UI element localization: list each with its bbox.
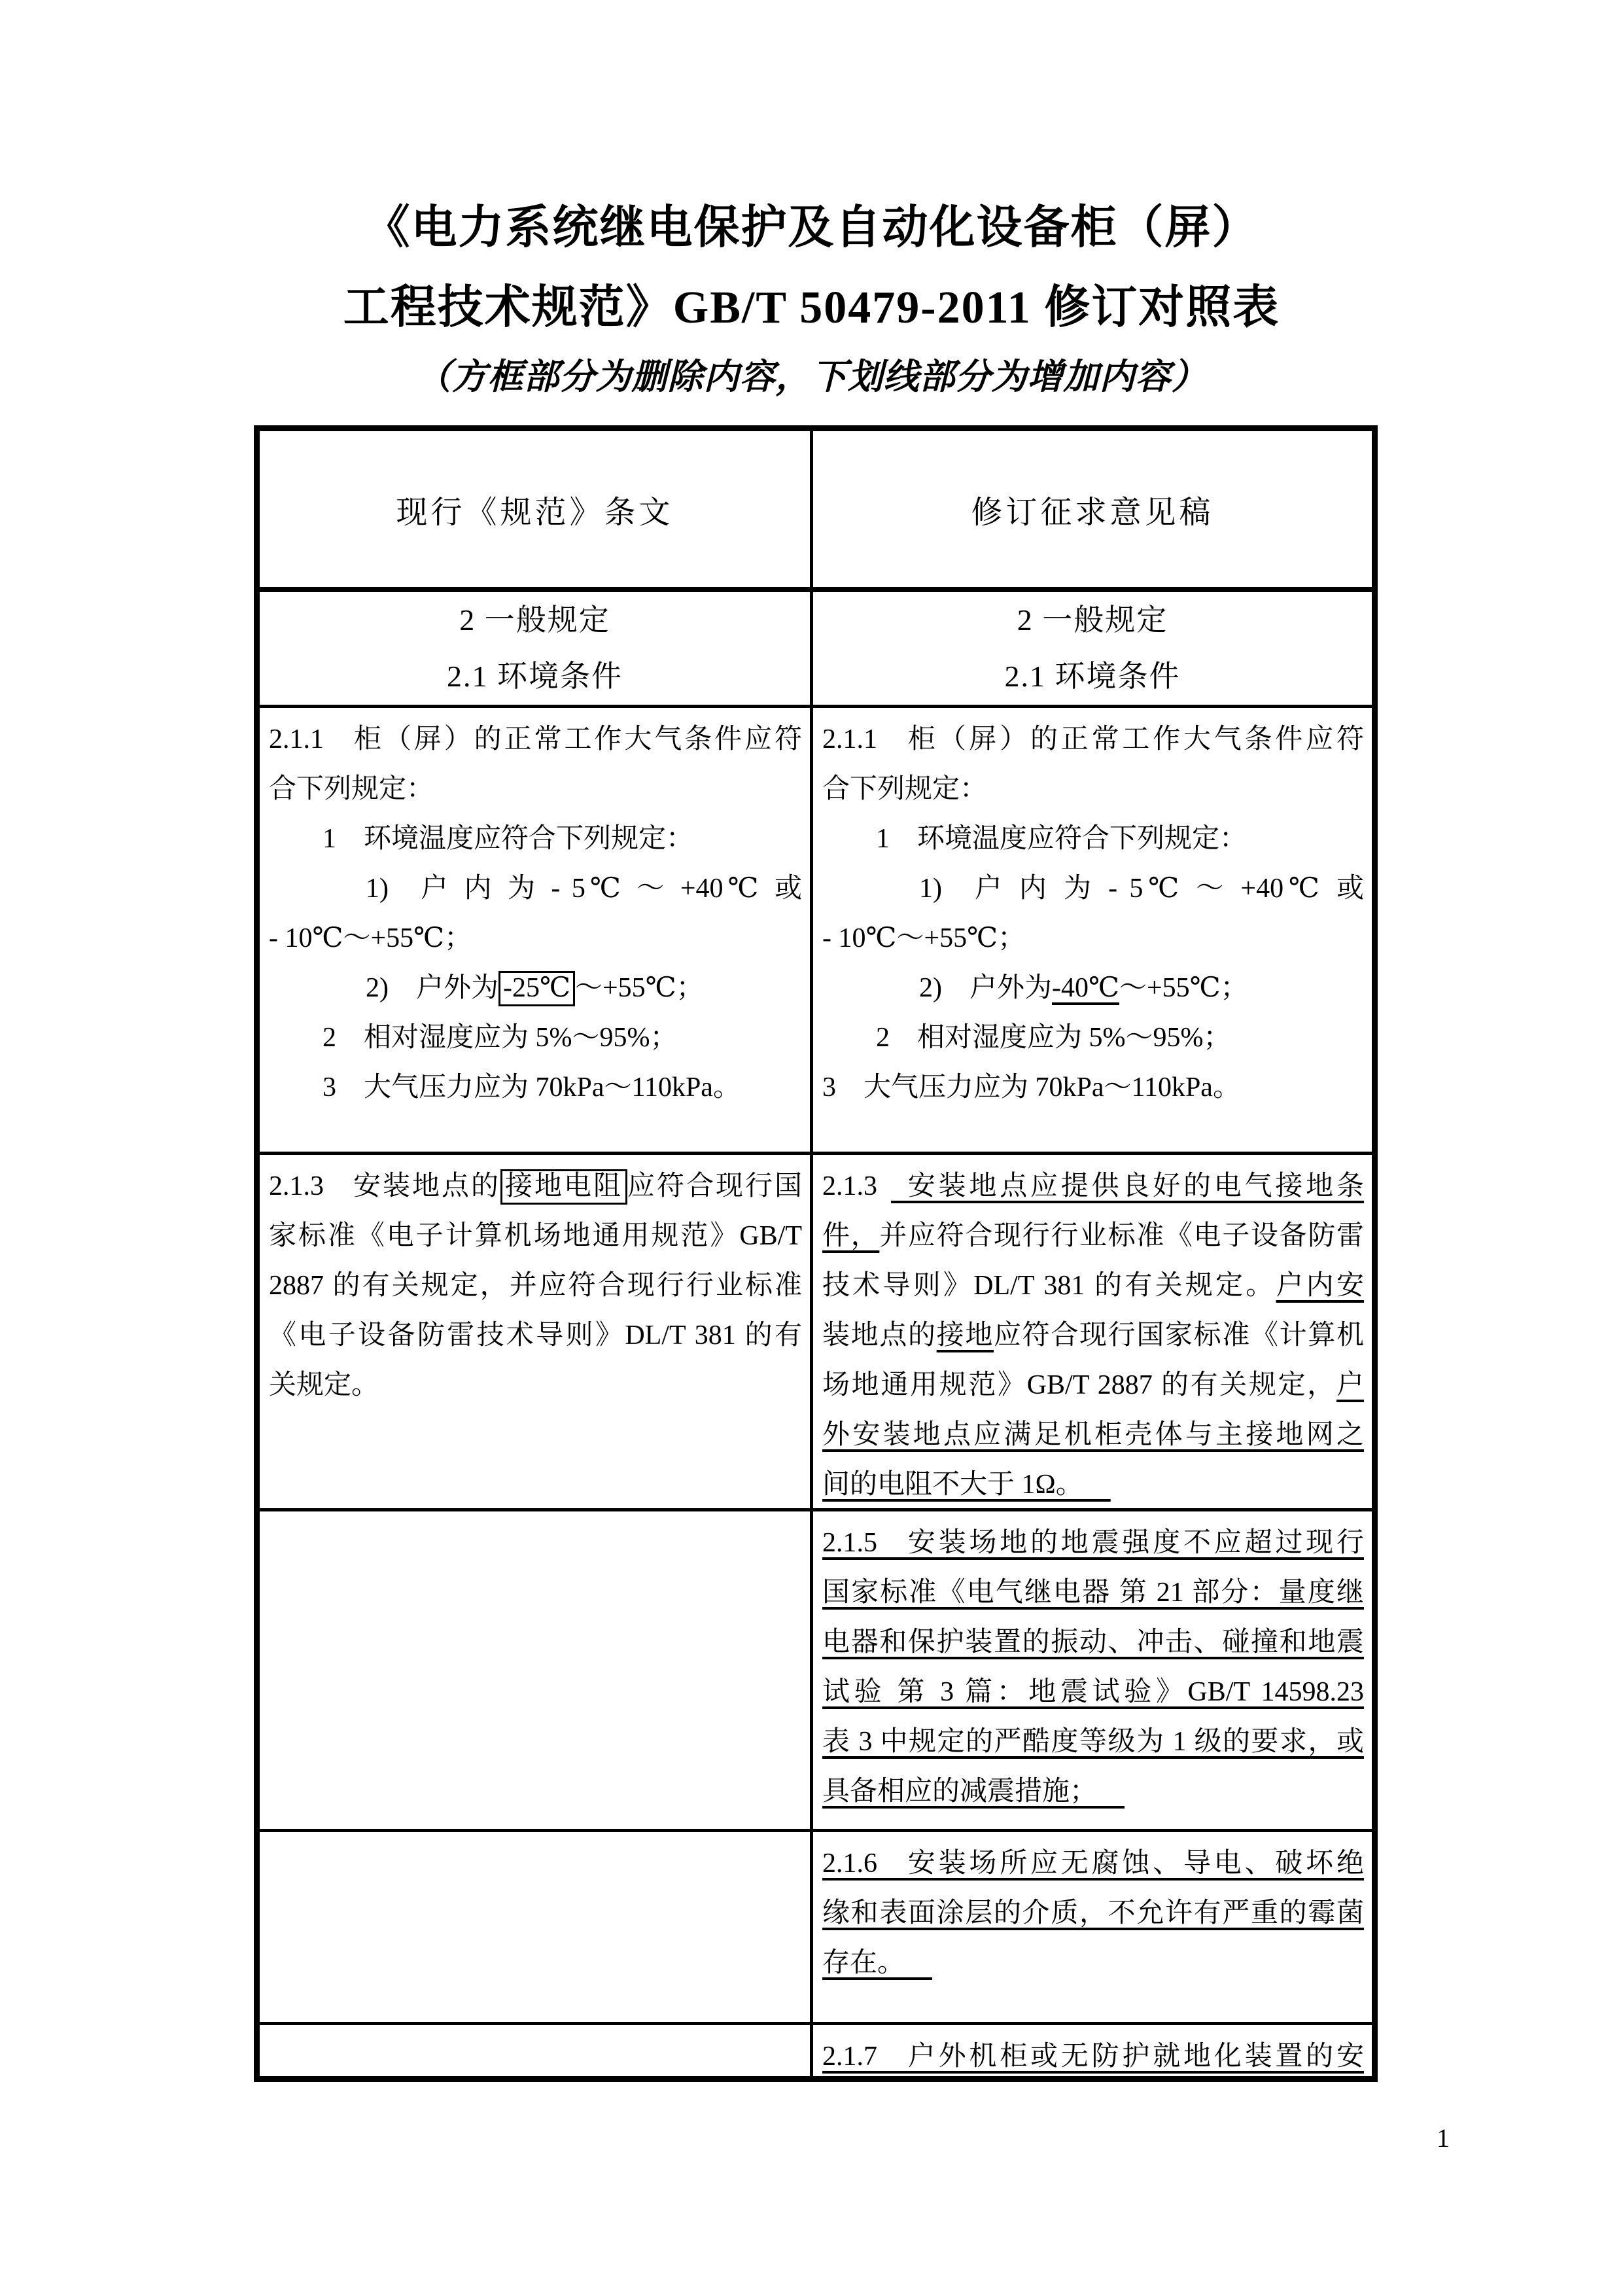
- text-line: [822, 1311, 1364, 1360]
- text-run: 场地通用规范》GB/T 2887 的有关规定，: [822, 1370, 1336, 1400]
- text-run: 2) 户外为: [366, 973, 498, 1003]
- text-line: [822, 1211, 1364, 1261]
- cell-2-1-7-left: [260, 2025, 813, 2076]
- added-text-underline: 表 3 中规定的严酷度等级为 1 级的要求，或: [822, 1727, 1364, 1757]
- added-text-underline: 国家标准《电气继电器 第 21 部分：量度继: [822, 1578, 1364, 1608]
- text-run: ～+55℃；: [1119, 973, 1248, 1003]
- text-line: [822, 1667, 1364, 1717]
- text-line: [822, 1460, 1364, 1510]
- text-line: [269, 814, 802, 864]
- deleted-text-box: -25℃: [498, 971, 575, 1006]
- title-line-1: 《电力系统继电保护及自动化设备柜（屏）: [364, 203, 1259, 253]
- text-line: [822, 764, 1364, 814]
- text-line: [822, 1617, 1364, 1667]
- added-text-underline: 电器和保护装置的振动、冲击、碰撞和地震: [822, 1627, 1364, 1657]
- added-text-underline: 2.1.5 安装场地的地震强度不应超过现行: [822, 1528, 1364, 1558]
- text-run: 2) 户外为: [919, 973, 1052, 1003]
- added-text-underline: 件，: [822, 1221, 880, 1251]
- column-header-current: [260, 431, 813, 592]
- text-run: 技术导则》DL/T 381 的有关规定。: [822, 1271, 1276, 1301]
- text-run: - 10℃～+55℃；: [269, 923, 472, 953]
- added-text-underline: -40℃: [1052, 973, 1119, 1003]
- cell-2-1-3-left: [260, 1155, 813, 1511]
- text-run: 2.1.1 柜（屏）的正常工作大气条件应符: [822, 724, 1364, 754]
- added-text-underline: 具备相应的减震措施；: [822, 1776, 1125, 1807]
- text-run: 《电子设备防雷技术导则》DL/T 381 的有: [269, 1320, 802, 1351]
- text-line: [822, 1063, 1364, 1112]
- section-header-left-line-1: 2 一般规定: [459, 603, 610, 637]
- text-run: - 10℃～+55℃；: [822, 923, 1026, 953]
- section-header-right: [813, 592, 1372, 708]
- cell-2-1-6-right: [813, 1832, 1372, 2025]
- text-run: 2.1.3 安装地点的: [269, 1171, 500, 1201]
- page-number: 1: [1437, 2123, 1450, 2153]
- text-line: [822, 864, 1364, 913]
- text-run: 合下列规定：: [269, 774, 434, 804]
- text-run: 2.1.1 柜（屏）的正常工作大气条件应符: [269, 724, 802, 754]
- text-line: [822, 1839, 1364, 1888]
- cell-2-1-1-left: [260, 708, 813, 1155]
- text-line: [822, 963, 1364, 1013]
- column-header-revised: [813, 431, 1372, 592]
- text-run: 1 环境温度应符合下列规定：: [323, 824, 694, 854]
- text-line: [822, 814, 1364, 864]
- text-line: [822, 1161, 1364, 1211]
- cell-2-1-5-left: [260, 1511, 813, 1832]
- text-line: [822, 1013, 1364, 1063]
- text-line: [822, 913, 1364, 963]
- text-run: 合下列规定：: [822, 774, 988, 804]
- text-line: [269, 715, 802, 764]
- text-run: 1 环境温度应符合下列规定：: [876, 824, 1248, 854]
- section-header-right-line-2: 2.1 环境条件: [1004, 660, 1181, 693]
- added-text-underline: 缘和表面涂层的介质，不允许有严重的霉菌: [822, 1898, 1364, 1928]
- section-header-left-line-2: 2.1 环境条件: [447, 660, 623, 693]
- text-line: [269, 1161, 802, 1211]
- added-text-underline: 外安装地点应满足机柜壳体与主接地网之: [822, 1420, 1364, 1450]
- text-run: 关规定。: [269, 1370, 379, 1400]
- text-run: 并应符合现行行业标准《电子设备防雷: [879, 1221, 1364, 1251]
- added-text-underline: 2.1.7 户外机柜或无防护就地化装置的安: [822, 2041, 1364, 2072]
- section-header-right-line-1: 2 一般规定: [1017, 603, 1168, 637]
- text-line: [822, 1261, 1364, 1311]
- text-run: 2.1.3: [822, 1171, 891, 1201]
- added-text-underline: 试验 第 3 篇：地震试验》GB/T 14598.23: [822, 1677, 1364, 1707]
- text-line: [269, 963, 802, 1013]
- text-run: 应符合现行国家标准《计算机: [994, 1320, 1364, 1351]
- cell-2-1-5-right: [813, 1511, 1372, 1832]
- text-line: [269, 1063, 802, 1112]
- added-text-underline: 安装地点应提供良好的电气接地条: [891, 1171, 1364, 1201]
- text-run: 装地点的: [822, 1320, 937, 1351]
- added-text-underline: 2.1.6 安装场所应无腐蚀、导电、破坏绝: [822, 1848, 1364, 1879]
- text-line: [822, 1938, 1364, 1988]
- text-run: 1) 户 内 为 - 5℃ ～ +40℃ 或: [919, 874, 1364, 904]
- text-line: [822, 1568, 1364, 1617]
- text-line: [822, 1767, 1364, 1816]
- text-line: [269, 913, 802, 963]
- text-run: 1) 户 内 为 - 5℃ ～ +40℃ 或: [366, 874, 802, 904]
- text-line: [269, 1211, 802, 1261]
- text-run: 家标准《电子计算机场地通用规范》GB/T: [269, 1221, 802, 1251]
- text-run: 3 大气压力应为 70kPa～110kPa。: [323, 1072, 741, 1103]
- added-text-underline: 接地: [936, 1320, 994, 1351]
- cell-2-1-7-right: [813, 2025, 1372, 2076]
- text-run: 应符合现行国: [627, 1171, 802, 1201]
- text-run: 2887 的有关规定，并应符合现行行业标准: [269, 1271, 802, 1301]
- text-line: [822, 715, 1364, 764]
- text-run: ～+55℃；: [574, 973, 704, 1003]
- section-header-left: [260, 592, 813, 708]
- cell-2-1-1-right: [813, 708, 1372, 1155]
- text-line: [822, 2032, 1364, 2076]
- document-title: [0, 188, 1623, 348]
- text-line: [822, 1360, 1364, 1410]
- text-line: [269, 1013, 802, 1063]
- column-header-current-label: 现行《规范》条文: [396, 495, 674, 530]
- document-subtitle-legend: （方框部分为删除内容，下划线部分为增加内容）: [415, 357, 1208, 397]
- column-header-revised-label: 修订征求意见稿: [971, 495, 1214, 530]
- cell-2-1-3-right: [813, 1155, 1372, 1511]
- text-line: [269, 1360, 802, 1410]
- text-line: [822, 1717, 1364, 1767]
- comparison-table: [254, 425, 1378, 2082]
- added-text-underline: 户: [1336, 1370, 1364, 1400]
- text-run: 2 相对湿度应为 5%～95%；: [323, 1023, 678, 1053]
- deleted-text-box: 接地电阻: [500, 1169, 627, 1205]
- cell-2-1-6-left: [260, 1832, 813, 2025]
- text-line: [269, 1311, 802, 1360]
- title-line-2: 工程技术规范》GB/T 50479-2011 修订对照表: [343, 283, 1280, 333]
- text-line: [269, 1261, 802, 1311]
- text-line: [822, 1518, 1364, 1568]
- added-text-underline: 间的电阻不大于 1Ω。: [822, 1470, 1111, 1500]
- text-run: 3 大气压力应为 70kPa～110kPa。: [822, 1072, 1240, 1103]
- text-line: [269, 764, 802, 814]
- added-text-underline: 存在。: [822, 1948, 933, 1978]
- text-line: [822, 1410, 1364, 1460]
- added-text-underline: 户内安: [1276, 1271, 1364, 1301]
- text-line: [269, 864, 802, 913]
- text-line: [822, 1888, 1364, 1938]
- text-run: 2 相对湿度应为 5%～95%；: [876, 1023, 1231, 1053]
